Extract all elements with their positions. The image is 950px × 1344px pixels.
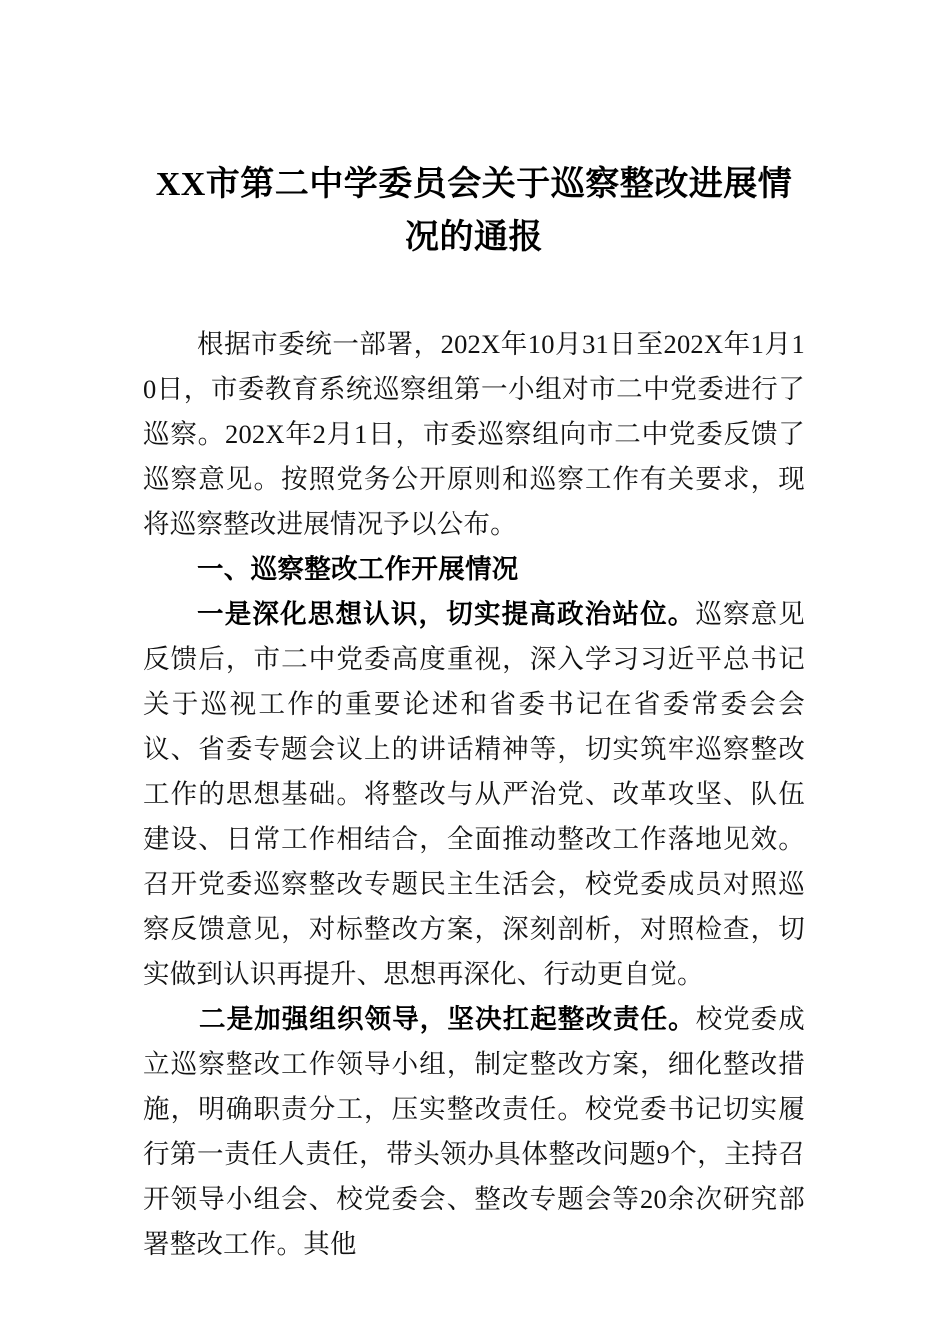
paragraph-item-2-text: 校党委成立巡察整改工作领导小组，制定整改方案，细化整改措施，明确职责分工，压实整改责任。校党委书记切实履行第一责任人责任，带头领办具体整改问题9个，主持召开领导小组会、校党委会、整改专题会等20余次研究部署整改工作。其他 <box>143 1004 805 1259</box>
paragraph-item-2 <box>143 997 805 1267</box>
paragraph-intro <box>143 322 805 547</box>
section-heading-1 <box>143 547 805 592</box>
paragraph-item-1 <box>143 592 805 997</box>
document-body <box>143 322 805 1267</box>
page-title-line-2: 况的通报 <box>405 219 543 256</box>
page-title <box>143 158 805 264</box>
paragraph-item-1-lead: 一是深化思想认识，切实提高政治站位。 <box>197 599 696 629</box>
paragraph-item-1-text: 巡察意见反馈后，市二中党委高度重视，深入学习习近平总书记关于巡视工作的重要论述和省委书记在省委常委会会议、省委专题会议上的讲话精神等，切实筑牢巡察整改工作的思想基础。将整改与从严治党、改革攻坚、队伍建设、日常工作相结合，全面推动整改工作落地见效。召开党委巡察整改专题民主生活会，校党委成员对照巡察反馈意见，对标整改方案，深刻剖析，对照检查，切实做到认识再提升、思想再深化、行动更自觉。 <box>143 599 805 989</box>
paragraph-item-2-lead: 二是加强组织领导，坚决扛起整改责任。 <box>199 1004 696 1034</box>
page-title-line-1: XX市第二中学委员会关于巡察整改进展情 <box>155 166 793 203</box>
section-heading-1-text: 一、巡察整改工作开展情况 <box>197 554 519 584</box>
paragraph-intro-text: 根据市委统一部署，202X年10月31日至202X年1月10日，市委教育系统巡察组第一小组对市二中党委进行了巡察。202X年2月1日，市委巡察组向市二中党委反馈了巡察意见。按照党务公开原则和巡察工作有关要求，现将巡察整改进展情况予以公布。 <box>143 329 805 539</box>
